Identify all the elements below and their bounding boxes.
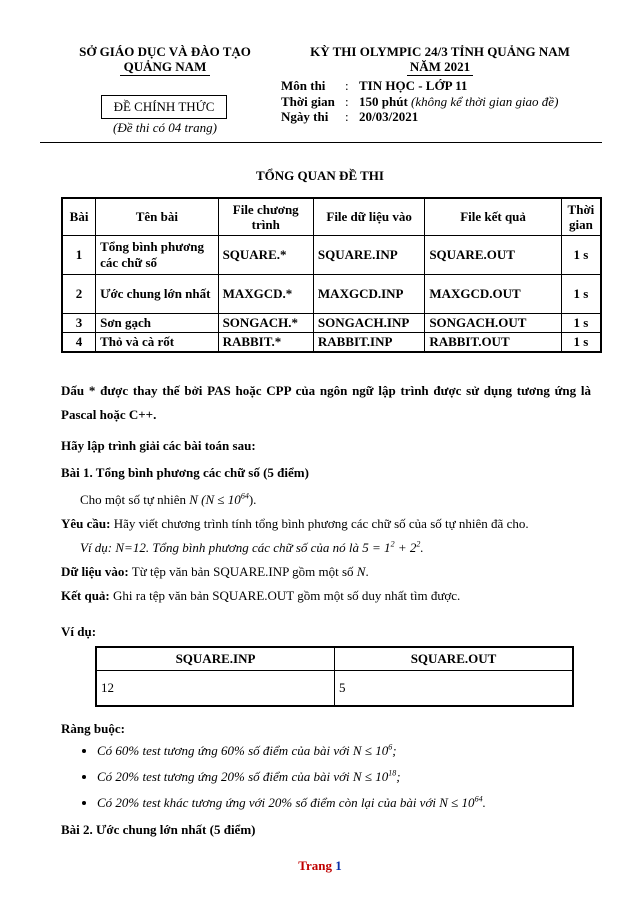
table-header-row <box>96 647 573 671</box>
list-item: • Có 60% test tương ứng 60% số điểm của bài với $N \le 10^6$; <box>97 738 627 764</box>
problem-2-title: Bài 2. Ước chung lớn nhất (5 điểm) <box>61 822 256 837</box>
col-header: Thời gian <box>561 198 601 236</box>
cell: 5 <box>335 671 574 707</box>
cell: MAXGCD.INP <box>313 275 424 314</box>
cell: 1 <box>62 236 96 275</box>
cell: MAXGCD.OUT <box>425 275 562 314</box>
problem-1-input: Dữ liệu vào: Từ tệp văn bản SQUARE.INP gồm một số N. <box>61 564 369 579</box>
exam-line-1: KỲ THI OLYMPIC 24/3 TỈNH QUẢNG NAM <box>310 44 570 59</box>
info-value: TIN HỌC - LỚP 11 <box>359 78 468 93</box>
table-row <box>62 333 601 353</box>
info-note: (không kể thời gian giao đề) <box>411 93 559 109</box>
cell: SONGACH.INP <box>313 314 424 333</box>
problem-1-output: Kết quả: Ghi ra tệp văn bản SQUARE.OUT gồm một số duy nhất tìm được. <box>61 588 461 603</box>
table-row <box>62 236 601 275</box>
table-row <box>62 275 601 314</box>
file-extension-note: Dấu * được thay thế bởi PAS hoặc CPP của ngôn ngữ lập trình được sử dụng tương ứng là Pascal hoặc C++. <box>61 383 591 422</box>
overview-table <box>61 197 602 353</box>
cell: Ước chung lớn nhất <box>96 275 218 314</box>
constraints-list <box>61 738 627 816</box>
instruction: Hãy lập trình giải các bài toán sau: <box>61 438 256 453</box>
list-item: • Có 20% test tương ứng 20% số điểm của bài với $N \le 10^{18}$; <box>97 764 627 790</box>
sample-label: Ví dụ: <box>61 624 97 639</box>
exam-header <box>285 44 595 76</box>
page-number: 1 <box>335 858 342 873</box>
page-count-note: (Đề thi có 04 trang) <box>113 120 217 135</box>
info-row-subject: Môn thi : TIN HỌC - LỚP 11 <box>281 78 468 93</box>
cell: 1 s <box>561 314 601 333</box>
col-header: SQUARE.OUT <box>335 647 574 671</box>
cell: RABBIT.* <box>218 333 313 353</box>
info-key: Môn thi <box>281 78 326 93</box>
info-key: Thời gian <box>281 93 335 109</box>
table-row <box>96 671 573 707</box>
cell: 2 <box>62 275 96 314</box>
department-line-1: SỞ GIÁO DỤC VÀ ĐÀO TẠO <box>79 44 251 59</box>
overview-title: TỔNG QUAN ĐỀ THI <box>256 168 384 183</box>
table-row <box>62 314 601 333</box>
col-header: SQUARE.INP <box>96 647 335 671</box>
cell: SQUARE.* <box>218 236 313 275</box>
col-header: Tên bài <box>96 198 218 236</box>
constraints-label: Ràng buộc: <box>61 721 125 736</box>
exam-line-2: NĂM 2021 <box>407 59 473 76</box>
info-value: 150 phút <box>359 93 408 109</box>
cell: SONGACH.OUT <box>425 314 562 333</box>
info-value: 20/03/2021 <box>359 109 419 124</box>
problem-1-requirement: Yêu cầu: Hãy viết chương trình tính tổng bình phương các chữ số của số tự nhiên đã cho. <box>61 516 529 531</box>
cell: Thỏ và cà rốt <box>96 333 218 353</box>
cell: MAXGCD.* <box>218 275 313 314</box>
col-header: Bài <box>62 198 96 236</box>
table-header-row <box>62 198 601 236</box>
cell: SONGACH.* <box>218 314 313 333</box>
cell: 12 <box>96 671 335 707</box>
col-header: File dữ liệu vào <box>313 198 424 236</box>
cell: 4 <box>62 333 96 353</box>
info-key: Ngày thi <box>281 109 329 124</box>
cell: SQUARE.OUT <box>425 236 562 275</box>
department-header <box>40 44 290 76</box>
sample-table <box>95 646 574 707</box>
problem-1-title: Bài 1. Tổng bình phương các chữ số (5 điểm) <box>61 465 309 480</box>
col-header: File chương trình <box>218 198 313 236</box>
cell: 1 s <box>561 333 601 353</box>
info-row-date: Ngày thi : 20/03/2021 <box>281 109 419 124</box>
list-item: • Có 20% test khác tương ứng với 20% số điểm còn lại của bài với $N \le 10^{64}$. <box>97 790 627 816</box>
exam-info <box>281 78 558 125</box>
cell: Sơn gạch <box>96 314 218 333</box>
cell: RABBIT.INP <box>313 333 424 353</box>
cell: 1 s <box>561 236 601 275</box>
header-divider <box>40 142 602 143</box>
page-word: Trang <box>298 858 332 873</box>
cell: 3 <box>62 314 96 333</box>
page-footer <box>0 858 640 874</box>
official-badge: ĐỀ CHÍNH THỨC <box>101 95 227 119</box>
cell: SQUARE.INP <box>313 236 424 275</box>
problem-1-example: Ví dụ: N=12. Tổng bình phương các chữ số của nó là $5 = 1^2 + 2^2$. <box>80 539 424 555</box>
cell: Tổng bình phương các chữ số <box>96 236 218 275</box>
col-header: File kết quả <box>425 198 562 236</box>
cell: RABBIT.OUT <box>425 333 562 353</box>
problem-1-statement: Cho một số tự nhiên N $(N \le 10^{64})$. <box>80 491 257 507</box>
cell: 1 s <box>561 275 601 314</box>
department-line-2: QUẢNG NAM <box>120 59 211 76</box>
info-row-duration: Thời gian : 150 phút (không kể thời gian giao đề) <box>281 93 559 109</box>
